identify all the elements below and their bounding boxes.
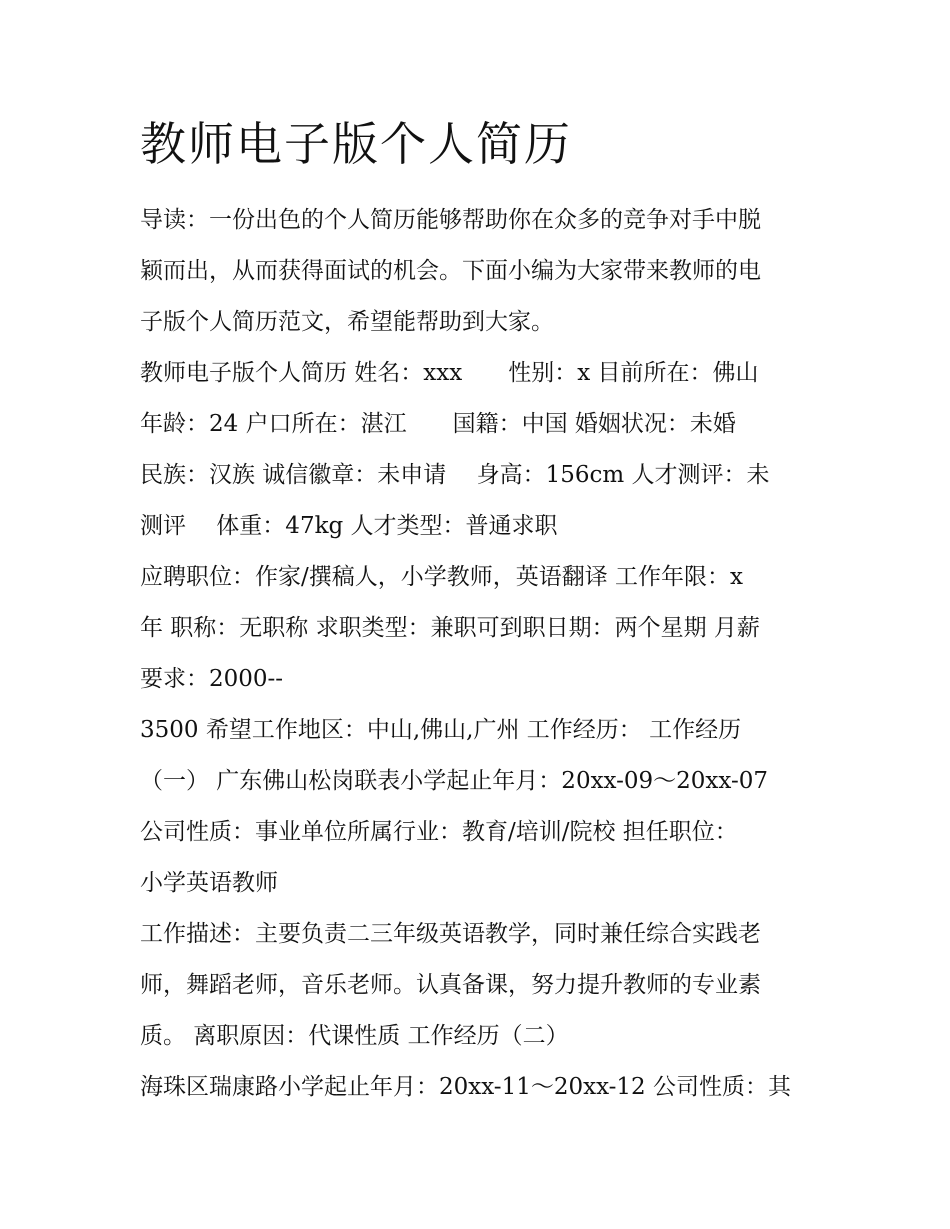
document-title: 教师电子版个人简历 [140, 117, 572, 171]
body-line: 公司性质：事业单位所属行业：教育/培训/院校 担任职位： [140, 819, 738, 845]
body-line: 子版个人简历范文，希望能帮助到大家。 [140, 309, 554, 335]
body-line: 小学英语教师 [140, 870, 278, 896]
body-line: 颖而出，从而获得面试的机会。下面小编为大家带来教师的电 [140, 258, 761, 284]
body-line: 导读：一份出色的个人简历能够帮助你在众多的竞争对手中脱 [140, 207, 761, 233]
body-line: 应聘职位：作家/撰稿人，小学教师，英语翻译 工作年限：x [140, 564, 744, 590]
body-line: 年 职称：无职称 求职类型：兼职可到职日期：两个星期 月薪 [140, 615, 760, 641]
body-line: 测评 体重：47kg 人才类型：普通求职 [140, 513, 558, 539]
body-line: 民族：汉族 诚信徽章：未申请 身高：156cm 人才测评：未 [140, 462, 770, 488]
body-line: 要求：2000-- [140, 666, 284, 692]
body-line: 师，舞蹈老师，音乐老师。认真备课，努力提升教师的专业素 [140, 972, 761, 998]
body-line: 工作描述：主要负责二三年级英语教学，同时兼任综合实践老 [140, 921, 761, 947]
body-line: （一） 广东佛山松岗联表小学起止年月：20xx-09～20xx-07 [140, 768, 768, 794]
body-line: 3500 希望工作地区：中山,佛山,广州 工作经历： 工作经历 [140, 717, 742, 743]
body-line: 质。 离职原因：代课性质 工作经历（二） [140, 1023, 569, 1049]
body-line: 海珠区瑞康路小学起止年月：20xx-11～20xx-12 公司性质：其 [140, 1074, 791, 1100]
body-line: 教师电子版个人简历 姓名：xxx 性别：x 目前所在：佛山 [140, 360, 759, 386]
body-line: 年龄：24 户口所在：湛江 国籍：中国 婚姻状况：未婚 [140, 411, 736, 437]
